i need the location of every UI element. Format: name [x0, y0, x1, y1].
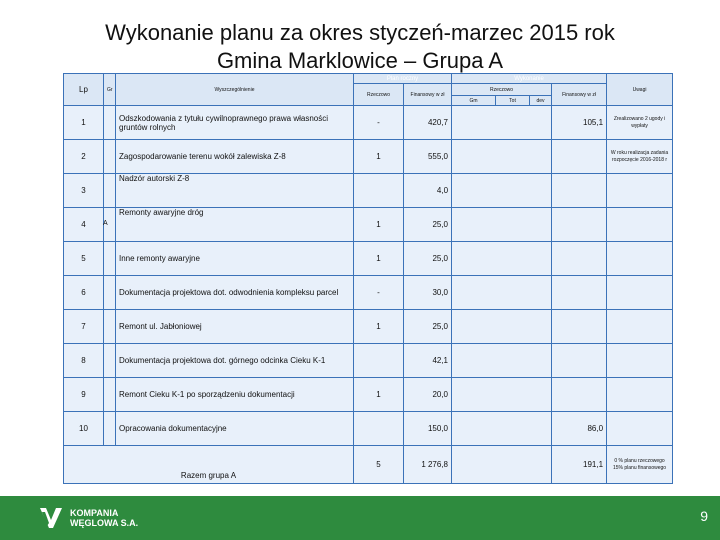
cell-wyk-finansowy: 105,1	[552, 106, 607, 140]
cell-lp: 5	[64, 242, 104, 276]
cell-wyk-finansowy	[552, 140, 607, 174]
cell-plan-rzeczowo: 1	[354, 140, 404, 174]
cell-wyk-rzeczowo	[452, 412, 552, 446]
cell-zadanie: Nadzór autorski Z-8	[116, 174, 354, 208]
cell-wyk-finansowy	[552, 174, 607, 208]
cell-zadanie: Dokumentacja projektowa dot. odwodnienia kompleksu parcel	[116, 276, 354, 310]
cell-uwagi	[607, 174, 673, 208]
cell-zadanie: Zagospodarowanie terenu wokół zalewiska Z-8	[116, 140, 354, 174]
cell-wyk-rzeczowo	[452, 310, 552, 344]
cell-zadanie: Dokumentacja projektowa dot. górnego odcinka Cieku K-1	[116, 344, 354, 378]
group-marker: A	[103, 220, 108, 227]
cell-wyk-finansowy: 86,0	[552, 412, 607, 446]
cell-zadanie: Remont Cieku K-1 po sporządzeniu dokumentacji	[116, 378, 354, 412]
cell-zadanie: Opracowania dokumentacyjne	[116, 412, 354, 446]
header-plan: Plan roczny	[354, 74, 452, 84]
cell-plan-rzeczowo	[354, 344, 404, 378]
cell-lp: 8	[64, 344, 104, 378]
cell-lp: 4	[64, 208, 104, 242]
kompania-weglowa-logo-icon	[38, 506, 64, 530]
cell-total-wyk-finansowy: 191,1	[552, 446, 607, 484]
company-line1: KOMPANIA	[70, 508, 119, 518]
slide-title: Wykonanie planu za okres styczeń-marzec 2015 rok	[105, 20, 615, 45]
cell-plan-finansowy: 420,7	[404, 106, 452, 140]
cell-total-label: Razem grupa A	[64, 446, 354, 484]
header-lp: Lp	[64, 74, 104, 106]
cell-wyk-rzeczowo	[452, 344, 552, 378]
cell-lp: 7	[64, 310, 104, 344]
cell-wyk-finansowy	[552, 276, 607, 310]
cell-wyk-rzeczowo	[452, 208, 552, 242]
cell-plan-finansowy: 25,0	[404, 310, 452, 344]
table-row	[64, 412, 673, 446]
cell-total-uwagi: 0 % planu rzeczowego 15% planu finansowego	[607, 446, 673, 484]
cell-wyk-rzeczowo	[452, 140, 552, 174]
cell-lp: 10	[64, 412, 104, 446]
cell-plan-rzeczowo	[354, 412, 404, 446]
slide-subtitle: Gmina Marklowice – Grupa A	[216, 48, 504, 73]
cell-uwagi	[607, 344, 673, 378]
plan-execution-table	[63, 73, 673, 484]
company-line2: WĘGLOWA S.A.	[70, 518, 139, 528]
header-uwagi: Uwagi	[607, 74, 673, 106]
cell-plan-rzeczowo: 1	[354, 208, 404, 242]
table-row	[64, 344, 673, 378]
header-gr: Gr	[104, 74, 116, 106]
cell-lp: 2	[64, 140, 104, 174]
cell-total-plan-finansowy: 1 276,8	[404, 446, 452, 484]
header-zadanie: Wyszczególnienie	[116, 74, 354, 106]
cell-wyk-rzeczowo	[452, 276, 552, 310]
header-gm: Gm	[452, 96, 496, 106]
header-wykonanie: Wykonanie	[452, 74, 607, 84]
cell-zadanie: Remont ul. Jabłoniowej	[116, 310, 354, 344]
cell-lp: 9	[64, 378, 104, 412]
table-total-row	[64, 446, 673, 484]
cell-wyk-finansowy	[552, 242, 607, 276]
cell-plan-rzeczowo	[354, 174, 404, 208]
cell-uwagi	[607, 276, 673, 310]
header-tot: Tot	[496, 96, 530, 106]
header-wyk-finansowy: Finansowy w zł	[552, 84, 607, 106]
cell-plan-rzeczowo: -	[354, 276, 404, 310]
header-plan-rzeczowo: Rzeczowo	[354, 84, 404, 106]
cell-wyk-rzeczowo	[452, 378, 552, 412]
cell-plan-rzeczowo: 1	[354, 242, 404, 276]
table-row	[64, 378, 673, 412]
cell-wyk-finansowy	[552, 344, 607, 378]
cell-uwagi	[607, 310, 673, 344]
cell-uwagi: Zrealizowano 2 ugody i wypłaty	[607, 106, 673, 140]
cell-zadanie: Inne remonty awaryjne	[116, 242, 354, 276]
table-row	[64, 106, 673, 140]
page-number: 9	[700, 508, 708, 524]
header-dev: dev	[530, 96, 552, 106]
company-name	[70, 508, 138, 528]
cell-uwagi	[607, 242, 673, 276]
cell-plan-finansowy: 150,0	[404, 412, 452, 446]
cell-zadanie: Remonty awaryjne dróg	[116, 208, 354, 242]
cell-uwagi	[607, 208, 673, 242]
cell-lp: 6	[64, 276, 104, 310]
cell-zadanie: Odszkodowania z tytułu cywilnoprawnego prawa własności gruntów rolnych	[116, 106, 354, 140]
cell-wyk-rzeczowo	[452, 106, 552, 140]
cell-total-plan-rzeczowo: 5	[354, 446, 404, 484]
cell-plan-finansowy: 4,0	[404, 174, 452, 208]
table-row	[64, 242, 673, 276]
cell-uwagi: W roku realizacja zadania rozpoczęcie 2016-2018 r	[607, 140, 673, 174]
cell-plan-rzeczowo: 1	[354, 378, 404, 412]
cell-wyk-finansowy	[552, 208, 607, 242]
header-wyk-rzeczowo: Rzeczowo	[452, 84, 552, 96]
cell-wyk-finansowy	[552, 310, 607, 344]
cell-lp: 1	[64, 106, 104, 140]
cell-lp: 3	[64, 174, 104, 208]
table-row	[64, 310, 673, 344]
cell-plan-finansowy: 555,0	[404, 140, 452, 174]
cell-uwagi	[607, 412, 673, 446]
cell-uwagi	[607, 378, 673, 412]
table-row	[64, 276, 673, 310]
cell-plan-rzeczowo: 1	[354, 310, 404, 344]
cell-plan-finansowy: 25,0	[404, 208, 452, 242]
cell-wyk-finansowy	[552, 378, 607, 412]
cell-plan-rzeczowo: -	[354, 106, 404, 140]
cell-wyk-rzeczowo	[452, 242, 552, 276]
cell-plan-finansowy: 30,0	[404, 276, 452, 310]
table-row	[64, 174, 673, 208]
table-row	[64, 208, 673, 242]
cell-wyk-rzeczowo	[452, 174, 552, 208]
cell-plan-finansowy: 42,1	[404, 344, 452, 378]
cell-plan-finansowy: 20,0	[404, 378, 452, 412]
header-plan-finansowy: Finansowy w zł	[404, 84, 452, 106]
table-row	[64, 140, 673, 174]
cell-plan-finansowy: 25,0	[404, 242, 452, 276]
